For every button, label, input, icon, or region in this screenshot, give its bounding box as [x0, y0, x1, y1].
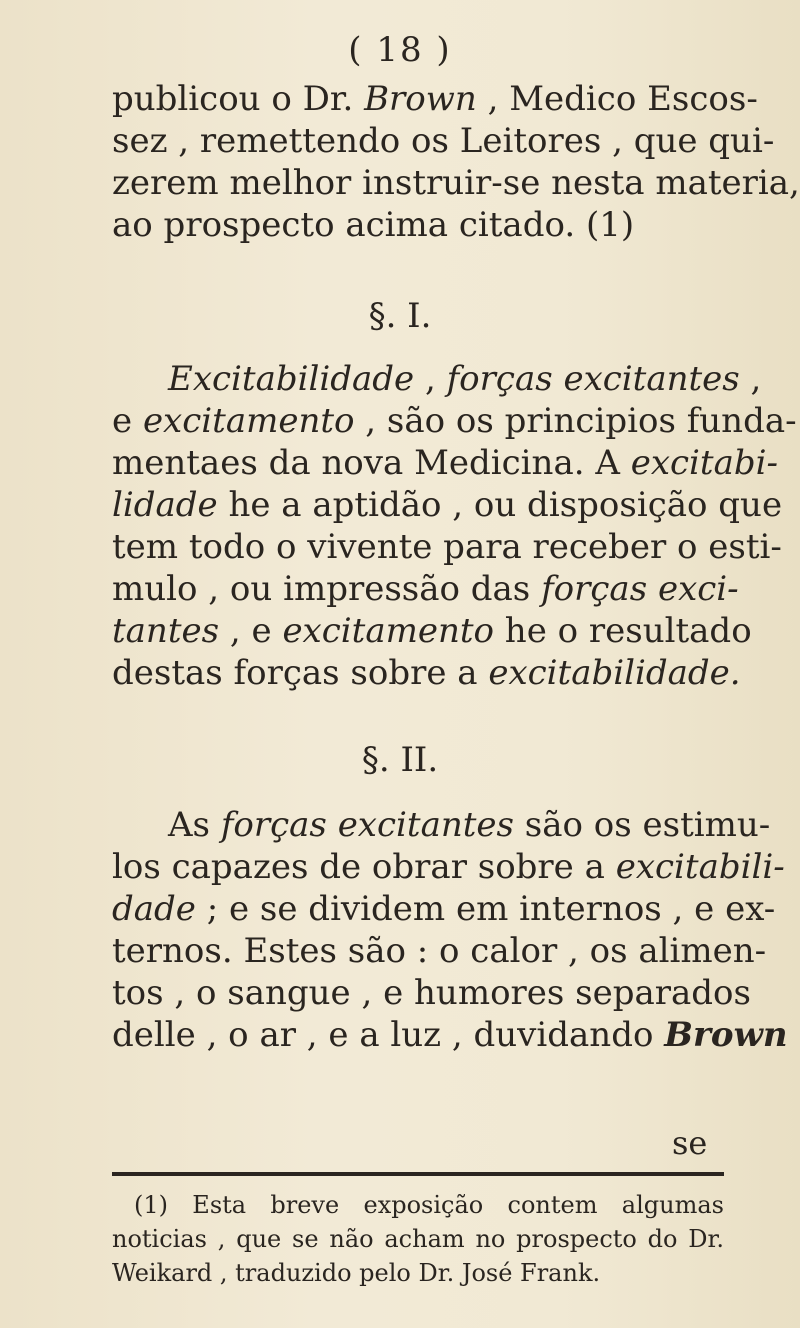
text-line: e excitamento , são os principios funda- — [112, 401, 797, 441]
text-line: ternos. Estes são : o calor , os alimen- — [112, 931, 767, 971]
footnote-line: (1) Esta breve exposição contem algumas — [134, 1191, 724, 1219]
text-line: tem todo o vivente para receber o esti- — [112, 527, 782, 567]
text-line: mentaes da nova Medicina. A excitabi- — [112, 443, 778, 483]
text-line: tantes , e excitamento he o resultado — [112, 611, 752, 651]
footnote — [112, 1188, 724, 1290]
text-line: dade ; e se dividem em internos , e ex- — [112, 889, 776, 929]
footnote-line: Weikard , traduzido pelo Dr. José Frank. — [112, 1259, 601, 1287]
catchword: se — [672, 1124, 708, 1162]
text-line: destas forças sobre a excitabilidade. — [112, 653, 741, 693]
text-line: Excitabilidade , forças excitantes , — [168, 359, 762, 399]
text-line: sez , remettendo os Leitores , que qui- — [112, 121, 775, 161]
text-line: delle , o ar , e a luz , duvidando Brown — [112, 1015, 788, 1055]
text-line: lidade he a aptidão , ou disposição que — [112, 485, 783, 525]
page-number: ( 18 ) — [348, 30, 452, 70]
section-heading-1: §. I. — [368, 296, 432, 336]
text-line: tos , o sangue , e humores separados — [112, 973, 751, 1013]
footnote-rule — [112, 1172, 724, 1176]
section-heading-2: §. II. — [361, 740, 439, 780]
text-line: ao prospecto acima citado. (1) — [112, 205, 635, 245]
text-line: publicou o Dr. Brown , Medico Escos- — [112, 79, 758, 119]
footnote-line: noticias , que se não acham no prospecto do Dr. — [112, 1225, 724, 1253]
opening-paragraph — [112, 78, 800, 246]
text-line: As forças excitantes são os estimu- — [168, 805, 771, 845]
text-line: los capazes de obrar sobre a excitabili- — [112, 847, 785, 887]
text-line: zerem melhor instruir-se nesta materia, — [112, 163, 800, 203]
text-line: mulo , ou impressão das forças exci- — [112, 569, 739, 609]
section-2-paragraph — [112, 804, 788, 1056]
section-1-paragraph — [112, 358, 797, 694]
